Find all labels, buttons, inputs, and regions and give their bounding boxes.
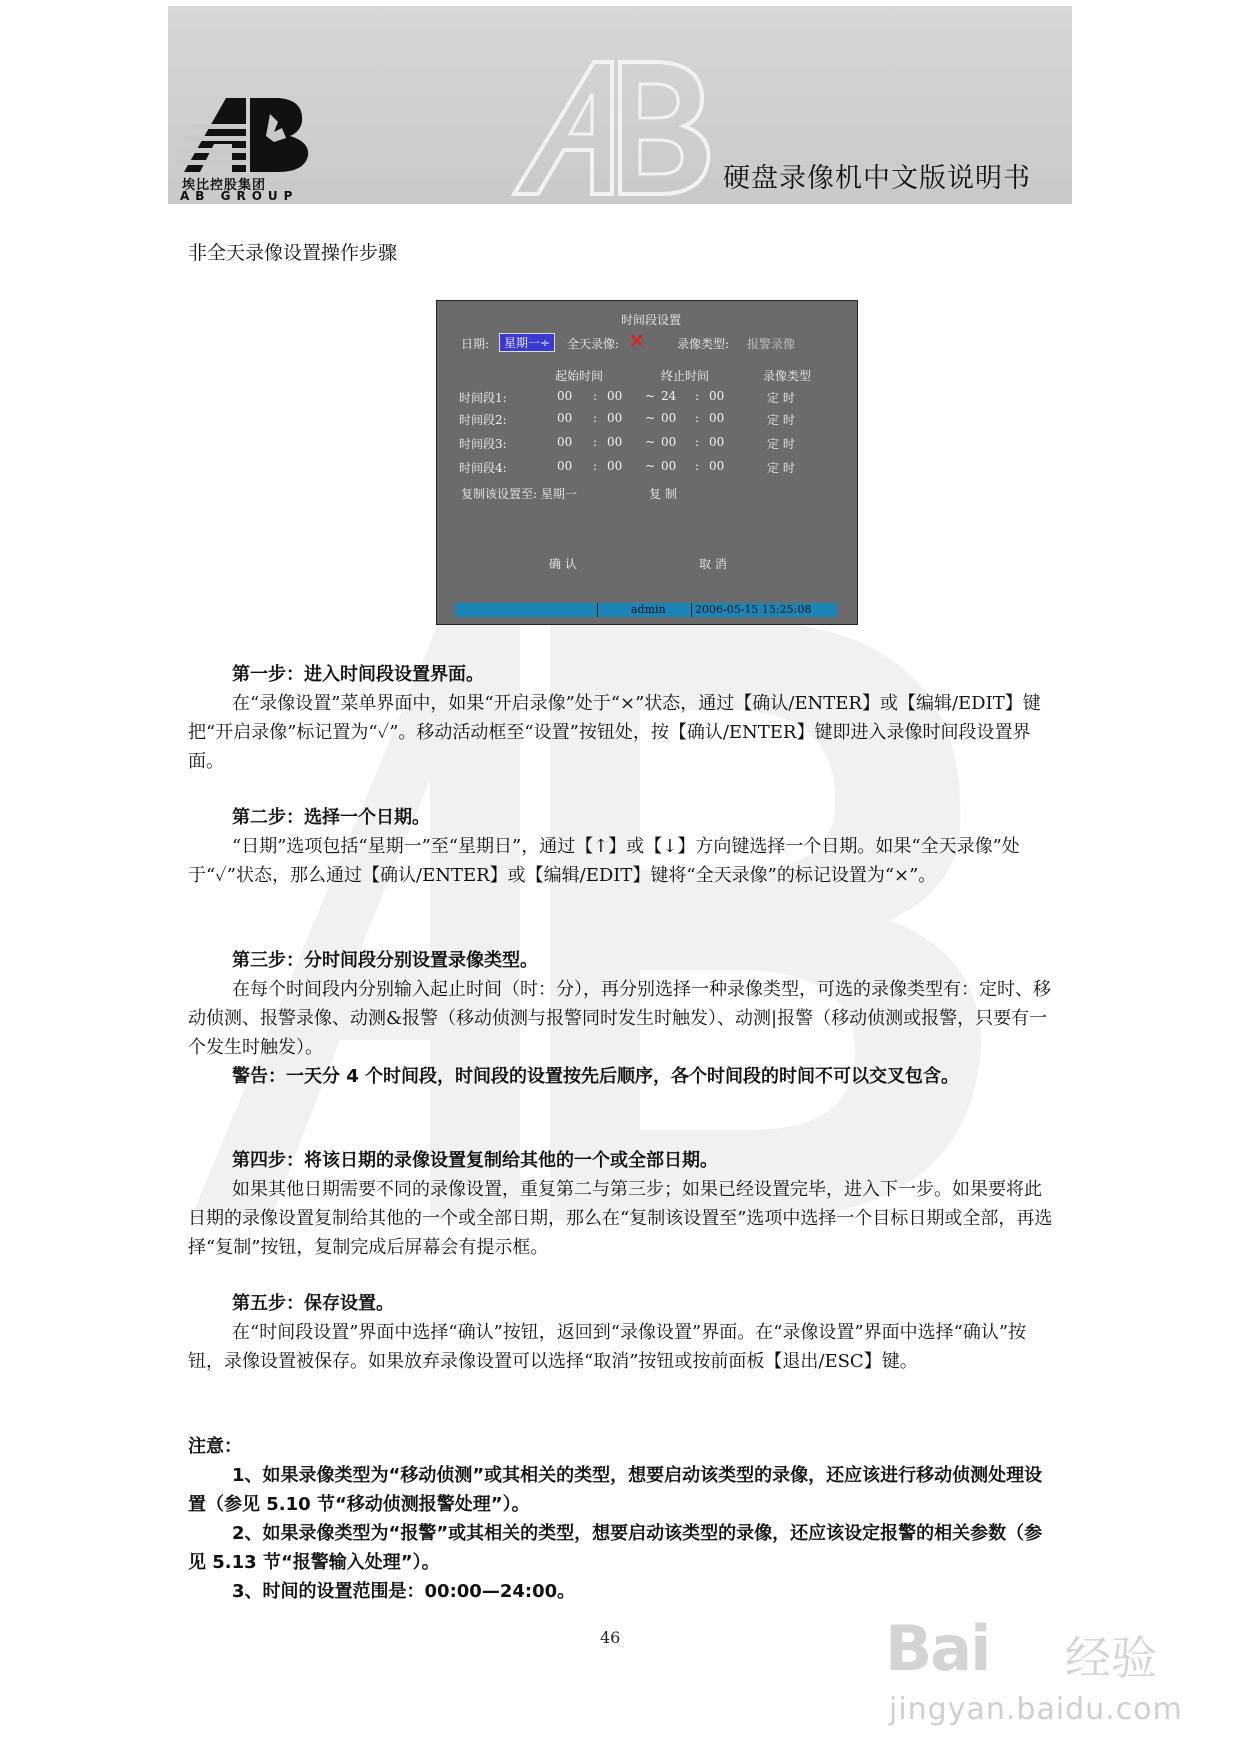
col-end-time: 终止时间: [661, 369, 710, 383]
start-hour[interactable]: 00: [557, 411, 573, 425]
status-separator: [597, 603, 598, 617]
start-hour[interactable]: 00: [557, 389, 573, 403]
start-hour[interactable]: 00: [557, 459, 573, 473]
step3-title: [188, 946, 1058, 975]
period-rec-type[interactable]: 定 时: [767, 461, 795, 475]
period-rec-type[interactable]: 定 时: [767, 437, 795, 451]
step3-warning: 警告：一天分 4 个时间段，时间段的设置按先后顺序，各个时间段的时间不可以交叉包含。: [232, 1066, 960, 1087]
manual-title: 硬盘录像机中文版说明书: [723, 163, 1031, 194]
tilde: ~: [645, 389, 656, 403]
date-label: 日期:: [461, 337, 490, 351]
colon: :: [593, 435, 598, 449]
colon: :: [695, 389, 700, 403]
step5-text: 在“时间段设置”界面中选择“确认”按钮，返回到“录像设置”界面。在“录像设置”界面中选择“确认”按钮，录像设置被保存。如果放弃录像设置可以选择“取消”按钮或按前面板【退出/ESC】键。: [188, 1322, 1027, 1372]
rectype-label: 录像类型:: [677, 337, 730, 351]
tilde: ~: [645, 459, 656, 473]
ab-outline-icon: [508, 54, 718, 202]
col-start-time: 起始时间: [555, 369, 604, 383]
logo-english-text: AB GROUP: [180, 189, 299, 203]
logo-chinese-text: 埃比控股集团: [182, 178, 267, 193]
colon: :: [593, 389, 598, 403]
ok-button[interactable]: 确 认: [549, 557, 577, 571]
end-minute[interactable]: 00: [709, 389, 725, 403]
allday-unchecked-icon[interactable]: ✕: [629, 331, 645, 352]
section-title: 非全天录像设置操作步骤: [188, 242, 398, 264]
period-rec-type[interactable]: 定 时: [767, 391, 795, 405]
step3-text: 在每个时间段内分别输入起止时间（时：分），再分别选择一种录像类型，可选的录像类型有：定时、移动侦测、报警录像、动测&报警（移动侦测与报警同时发生时触发）、动测|报警（移动侦测或报警，只要有一个发生时触发）。: [188, 979, 1051, 1058]
page-number: 46: [600, 1628, 621, 1647]
ab-outline-logo: [508, 54, 718, 202]
step5-title: [188, 1289, 1058, 1318]
note-2: 2、如果录像类型为“报警”或其相关的类型，想要启动该类型的录像，还应该设定报警的相关参数（参见 5.13 节“报警输入处理”）。: [188, 1523, 1043, 1573]
period-label: 时间段4:: [459, 461, 507, 475]
allday-label: 全天录像:: [567, 337, 620, 351]
step2-text: “日期”选项包括“星期一”至“星期日”，通过【↑】或【↓】方向键选择一个日期。如果“全天录像”处于“✓”状态，那么通过【确认/ENTER】或【编辑/EDIT】键将“全天录像”的标记设置为“×”。: [188, 836, 1020, 886]
step2-title: [188, 803, 1058, 832]
note-3: 3、时间的设置范围是：00:00—24:00。: [232, 1581, 576, 1602]
end-hour[interactable]: 24: [661, 389, 677, 403]
start-minute[interactable]: 00: [607, 459, 623, 473]
baidu-jingyan-watermark: [875, 1600, 1183, 1740]
notes-title: 注意：: [188, 1436, 242, 1457]
ab-group-logo: [174, 94, 324, 204]
end-hour[interactable]: 00: [661, 411, 677, 425]
period-label: 时间段2:: [459, 413, 507, 427]
tilde: ~: [645, 411, 656, 425]
start-minute[interactable]: 00: [607, 435, 623, 449]
status-bar: [455, 603, 837, 617]
end-minute[interactable]: 00: [709, 459, 725, 473]
end-hour[interactable]: 00: [661, 435, 677, 449]
tilde: ~: [645, 435, 656, 449]
start-hour[interactable]: 00: [557, 435, 573, 449]
step-heading: 第二步：选择一个日期。: [232, 807, 430, 828]
colon: :: [695, 411, 700, 425]
step-heading: 第三步：分时间段分别设置录像类型。: [232, 950, 538, 971]
colon: :: [695, 435, 700, 449]
end-minute[interactable]: 00: [709, 411, 725, 425]
step-heading: 第一步：进入时间段设置界面。: [232, 664, 484, 685]
step4-title: [188, 1146, 1058, 1175]
colon: :: [593, 411, 598, 425]
colon: :: [695, 459, 700, 473]
copy-to-select[interactable]: 复制该设置至: 星期一: [461, 487, 577, 501]
status-separator: [691, 603, 692, 617]
step-heading: 第五步：保存设置。: [232, 1293, 394, 1314]
status-datetime: 2006-05-15 15:25:08: [695, 603, 812, 616]
period-rec-type[interactable]: 定 时: [767, 413, 795, 427]
start-minute[interactable]: 00: [607, 411, 623, 425]
header-banner: [168, 6, 1072, 204]
period-label: 时间段3:: [459, 437, 507, 451]
end-minute[interactable]: 00: [709, 435, 725, 449]
dvr-time-period-screen: [436, 300, 858, 625]
period-label: 时间段1:: [459, 391, 507, 405]
screen-title: 时间段设置: [621, 313, 682, 327]
step1-title: [188, 660, 1058, 689]
baidu-brand-text: Bai: [885, 1612, 990, 1685]
rectype-value[interactable]: 报警录像: [747, 337, 796, 351]
step-heading: 第四步：将该日期的录像设置复制给其他的一个或全部日期。: [232, 1150, 718, 1171]
step1-text: 在“录像设置”菜单界面中，如果“开启录像”处于“×”状态，通过【确认/ENTER】或【编辑/EDIT】键把“开启录像”标记置为“✓”。移动活动框至“设置”按钮处，按【确认/ENTER】键即进入录像时间段设置界面。: [188, 693, 1041, 772]
note-1: 1、如果录像类型为“移动侦测”或其相关的类型，想要启动该类型的录像，还应该进行移动侦测处理设置（参见 5.10 节“移动侦测报警处理”）。: [188, 1465, 1043, 1515]
date-select[interactable]: 星期一÷: [499, 333, 555, 352]
ab-logo-icon: [174, 94, 324, 174]
status-user: admin: [631, 603, 666, 616]
baidu-url: jingyan.baidu.com: [889, 1692, 1183, 1727]
copy-button[interactable]: 复 制: [649, 487, 677, 501]
col-rec-type: 录像类型: [763, 369, 812, 383]
colon: :: [593, 459, 598, 473]
baidu-brand-cn: 经验: [1065, 1631, 1157, 1685]
step4-text: 如果其他日期需要不同的录像设置，重复第二与第三步；如果已经设置完毕，进入下一步。如果要将此日期的录像设置复制给其他的一个或全部日期，那么在“复制该设置至”选项中选择一个目标日期或全部，再选择“复制”按钮，复制完成后屏幕会有提示框。: [188, 1179, 1053, 1258]
end-hour[interactable]: 00: [661, 459, 677, 473]
start-minute[interactable]: 00: [607, 389, 623, 403]
cancel-button[interactable]: 取 消: [699, 557, 727, 571]
